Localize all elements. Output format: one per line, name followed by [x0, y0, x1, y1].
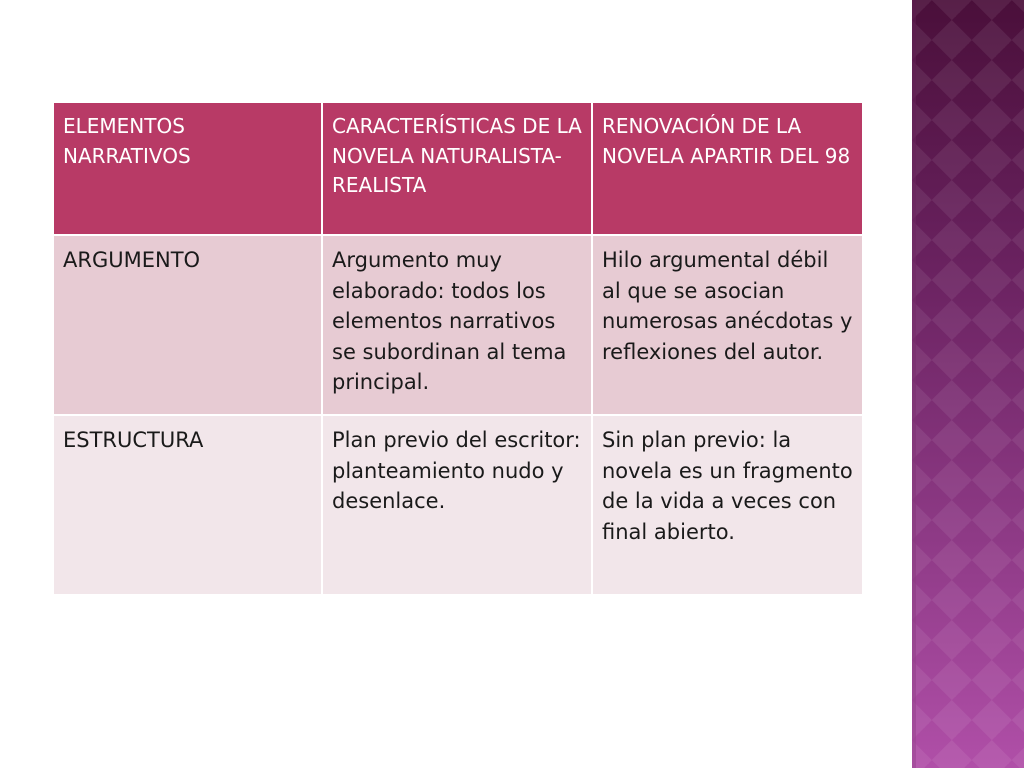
cell-element: ESTRUCTURA [53, 415, 322, 595]
comparison-table [52, 101, 864, 596]
cell-renovacion: Hilo argumental débil al que se asocian numerosas anécdotas y reflexiones del autor. [592, 235, 863, 415]
cell-naturalista: Plan previo del escritor: planteamiento nudo y desenlace. [322, 415, 592, 595]
table-row [53, 415, 863, 595]
side-band-edge [912, 0, 916, 768]
header-cell-renovacion: RENOVACIÓN DE LA NOVELA APARTIR DEL 98 [592, 102, 863, 235]
cell-renovacion: Sin plan previo: la novela es un fragmento de la vida a veces con final abierto. [592, 415, 863, 595]
decorative-side-band [912, 0, 1024, 768]
header-row [53, 102, 863, 235]
table-body [53, 235, 863, 595]
header-cell-naturalista: CARACTERÍSTICAS DE LA NOVELA NATURALISTA-REALISTA [322, 102, 592, 235]
cell-naturalista: Argumento muy elaborado: todos los elementos narrativos se subordinan al tema principal. [322, 235, 592, 415]
table-header [53, 102, 863, 235]
table-row [53, 235, 863, 415]
cell-element: ARGUMENTO [53, 235, 322, 415]
header-cell-elementos: ELEMENTOS NARRATIVOS [53, 102, 322, 235]
